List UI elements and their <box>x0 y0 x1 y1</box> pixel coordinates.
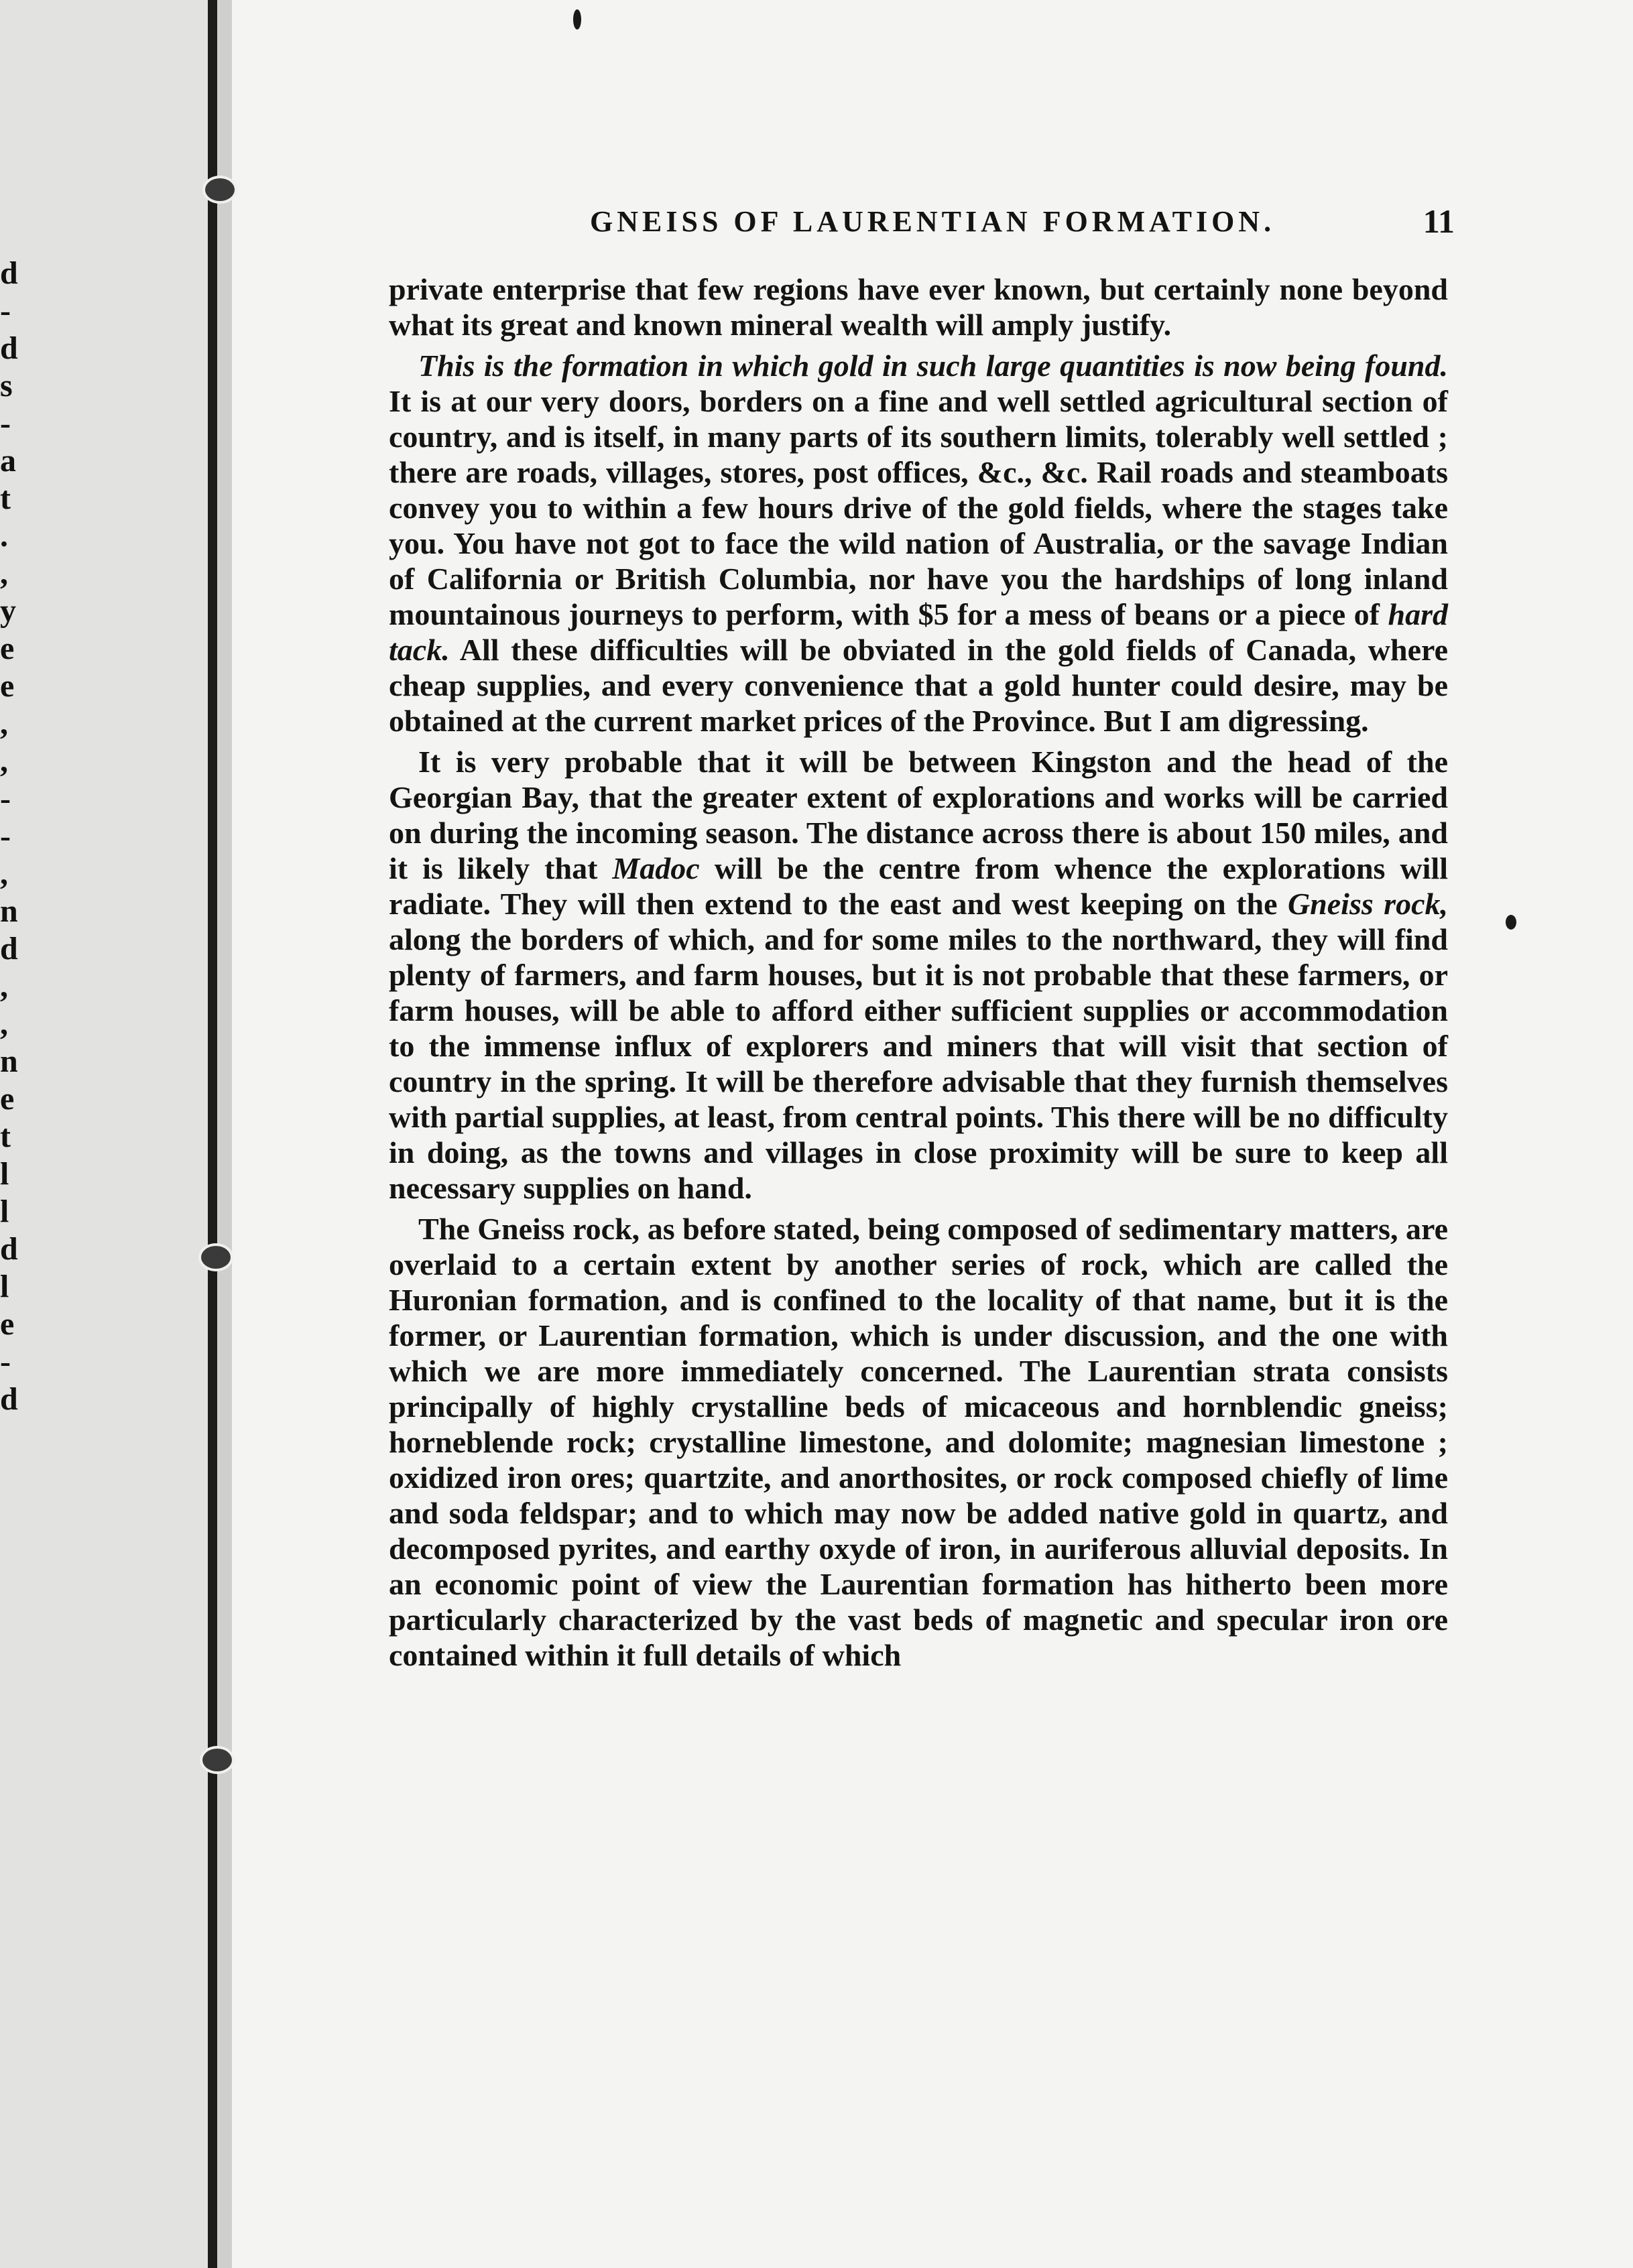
facing-page-edge-char: d <box>0 1381 18 1417</box>
facing-page-edge-char: , <box>0 856 8 891</box>
running-head: GNEISS OF LAURENTIAN FORMATION. <box>590 205 1276 238</box>
facing-page-edge-char: . <box>0 518 8 554</box>
emphasis-text: hard tack. <box>389 597 1448 667</box>
facing-page-edge-char: - <box>0 1344 11 1379</box>
paragraph <box>389 1211 1448 1673</box>
facing-page-edge-char: , <box>0 556 8 591</box>
facing-page-edge-char: t <box>0 1119 11 1154</box>
facing-page-edge-char: s <box>0 368 13 403</box>
facing-page-edge-char: e <box>0 1081 15 1117</box>
page-header <box>590 204 1455 245</box>
facing-page-edge-char: a <box>0 443 16 479</box>
ink-speck <box>1506 915 1516 930</box>
facing-page-edge-char: n <box>0 893 18 929</box>
paragraph-text: It is at our very doors, borders on a fine and well settled agricultural section of country, and is itself, in many parts of its southern limits, tolerably well settled ; there are roads, villages, stores, post offices, &c., &c. Rail roads and steamboats convey you to within a few hours drive of the gold fields, where the stages take you. You have not got to face the wild nation of Australia, or the savage Indian of California or British Columbia, nor have you the hardships of long inland mountainous journeys to perform, with $5 for a mess of beans or a piece of <box>389 384 1448 631</box>
ink-speck <box>573 9 581 29</box>
facing-page-edge-char: , <box>0 968 8 1004</box>
binding-stitch <box>200 1746 235 1774</box>
facing-page-edge-char: t <box>0 481 11 516</box>
book-gutter-fold <box>208 0 217 2268</box>
facing-page-edge-char: , <box>0 706 8 741</box>
facing-page-edge-char: l <box>0 1194 9 1229</box>
binding-stitch <box>202 176 237 204</box>
facing-page-edge-char: - <box>0 818 11 854</box>
page-number: 11 <box>1423 202 1455 240</box>
facing-page-edge-char: d <box>0 1231 18 1267</box>
facing-page-edge-char: d <box>0 931 18 966</box>
facing-page-edge-char: e <box>0 668 15 704</box>
facing-page-edge-char: l <box>0 1156 9 1192</box>
facing-page-edge-char: n <box>0 1044 18 1079</box>
emphasis-text: This is the formation in which gold in such large quantities is now being found. <box>418 349 1448 383</box>
facing-page-edge-char: - <box>0 405 11 441</box>
paragraph-text: along the borders of which, and for some miles to the northward, they will find plenty of farmers, and farm houses, but it is not probable that these farmers, or farm houses, will be able to afford either sufficient supplies or accommodation to the immense influx of explorers and miners that will visit that section of country in the spring. It will be therefore advisable that they furnish themselves with partial supplies, at least, from central points. This there will be no difficulty in doing, as the towns and villages in close proximity will be sure to keep all necessary supplies on hand. <box>389 922 1448 1205</box>
paragraph-text: private enterprise that few regions have ever known, but certainly none beyond what its great and known mineral wealth will amply justify. <box>389 272 1448 342</box>
facing-page-edge-char: e <box>0 1306 15 1342</box>
facing-page-edge-char: l <box>0 1269 9 1304</box>
facing-page-edge-char: , <box>0 1006 8 1042</box>
facing-page-edge-char: d <box>0 255 18 291</box>
facing-page-edge-char: y <box>0 593 16 629</box>
facing-page-edge-char: d <box>0 330 18 366</box>
paragraph-text: It is very probable that it will be between Kingston and the head of the Georgian Bay, that the greater extent of explorations and works will be carried on during the incoming season. The distance across there is about 150 miles, and it is likely that <box>389 745 1448 885</box>
emphasis-text: Madoc <box>612 851 700 885</box>
facing-page-text-edge <box>0 255 31 1418</box>
facing-page-edge-char: - <box>0 781 11 816</box>
paragraph <box>389 348 1448 739</box>
facing-page-edge-char: - <box>0 293 11 328</box>
body-text <box>389 271 1448 2041</box>
paragraph <box>389 744 1448 1206</box>
emphasis-text: Gneiss rock, <box>1287 887 1448 921</box>
facing-page-edge-char: e <box>0 631 15 666</box>
paragraph-text: will be the centre from whence the explorations will radiate. They will then extend to the east and west keeping on the <box>389 851 1448 921</box>
gutter-shadow <box>217 0 232 2268</box>
binding-stitch <box>198 1243 233 1271</box>
facing-page-margin <box>0 0 208 2268</box>
paragraph-text: The Gneiss rock, as before stated, being composed of sedimentary matters, are overlaid to a certain extent by another series of rock, which are called the Huronian formation, and is confined to the locality of that name, but it is the former, or Laurentian formation, which is under discussion, and the one with which we are more immediately concerned. The Laurentian strata consists principally of highly crystalline beds of micaceous and hornblendic gneiss; horneblende rock; crystalline limestone, and dolomite; magnesian limestone ; oxidized iron ores; quartzite, and anorthosites, or rock composed chiefly of lime and soda feldspar; and to which may now be added native gold in quartz, and decomposed pyrites, and earthy oxyde of iron, in auriferous alluvial deposits. In an economic point of view the Laurentian formation has hitherto been more particularly characterized by the vast beds of magnetic and specular iron ore contained within it full details of which <box>389 1212 1448 1672</box>
paragraph-text: All these difficulties will be obviated in the gold fields of Canada, where cheap supplies, and every convenience that a gold hunter could desire, may be obtained at the current market prices of the Province. But I am digressing. <box>389 633 1448 738</box>
facing-page-edge-char: , <box>0 743 8 779</box>
paragraph <box>389 271 1448 342</box>
